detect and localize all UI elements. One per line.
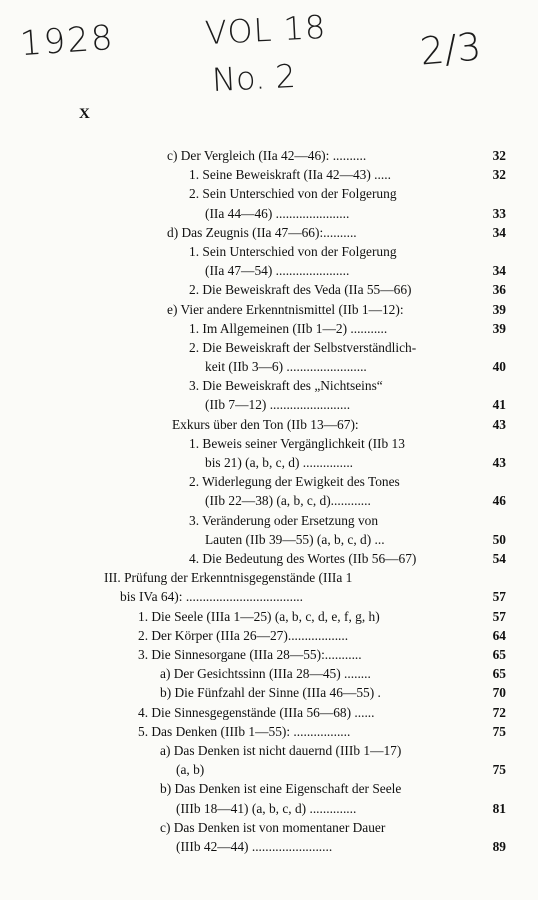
toc-entry — [0, 415, 538, 434]
toc-entry-text: d) Das Zeugnis (IIa 47—66):.......... — [167, 224, 357, 240]
toc-entry-text: 5. Das Denken (IIIb 1—55): ................. — [138, 723, 351, 739]
handwritten-year: 1928 — [18, 17, 116, 65]
toc-entry-text: (IIIb 42—44) ........................ — [176, 838, 333, 854]
toc-entry — [0, 434, 538, 472]
toc-page-number: 33 — [492, 205, 506, 221]
toc-entry-text: bis IVa 64): ................................... — [120, 589, 303, 605]
toc-entry-text: 1. Im Allgemeinen (IIb 1—2) ........... — [189, 320, 388, 336]
toc-page-number: 57 — [492, 608, 506, 624]
toc-entry-text: 2. Die Beweiskraft der Selbstverständlich- — [189, 339, 417, 355]
toc-entry — [0, 146, 538, 165]
toc-entry-text: (IIIb 18—41) (a, b, c, d) .............. — [176, 800, 357, 816]
toc-entry — [0, 184, 538, 222]
toc-entry — [0, 703, 538, 722]
toc-entry-text: e) Vier andere Erkenntnismittel (IIb 1—12): — [167, 301, 404, 317]
page-number: X — [79, 106, 90, 122]
toc-entry-text: III. Prüfung der Erkenntnisgegenstände (IIIa 1 — [104, 570, 353, 586]
toc-page-number: 70 — [492, 685, 506, 701]
handwritten-fraction: 2/3 — [418, 24, 483, 74]
toc-entry-text: 2. Sein Unterschied von der Folgerung — [189, 186, 397, 202]
toc-entry-text: 4. Die Sinnesgegenstände (IIIa 56—68) ...... — [138, 704, 375, 720]
toc-entry-text: (IIb 22—38) (a, b, c, d)............ — [205, 493, 371, 509]
toc-page-number: 75 — [492, 723, 506, 739]
toc-entry-text: 1. Beweis seiner Vergänglichkeit (IIb 13 — [189, 435, 405, 451]
toc-entry — [0, 645, 538, 664]
toc-entry — [0, 165, 538, 184]
toc-entry — [0, 607, 538, 626]
toc-entry-text: 3. Die Sinnesorgane (IIIa 28—55):........... — [138, 647, 362, 662]
toc-entry-text: 3. Die Beweiskraft des „Nichtseins“ — [189, 378, 383, 394]
toc-entry-text: b) Das Denken ist eine Eigenschaft der Seele — [160, 781, 402, 797]
toc-entry — [0, 818, 538, 856]
toc-entry — [0, 511, 538, 549]
toc-entry — [0, 683, 538, 702]
toc-entry — [0, 376, 538, 414]
toc-page-number: 57 — [492, 589, 506, 605]
toc-page-number: 34 — [492, 224, 506, 240]
toc-entry-text: 4. Die Bedeutung des Wortes (IIb 56—67) — [189, 551, 417, 567]
toc-entry — [0, 568, 538, 606]
toc-entry — [0, 223, 538, 242]
toc-page-number: 39 — [492, 320, 506, 336]
toc-page-number: 43 — [492, 416, 506, 432]
handwritten-number: No. 2 — [211, 56, 297, 100]
toc-page-number: 46 — [492, 493, 506, 509]
toc-page-number: 81 — [492, 800, 506, 816]
toc-page-number: 50 — [492, 531, 506, 547]
toc-page-number: 32 — [492, 167, 506, 183]
toc-entry-text: c) Das Denken ist von momentaner Dauer — [160, 819, 386, 835]
toc-entry — [0, 280, 538, 299]
toc-page-number: 65 — [492, 647, 506, 662]
toc-entry — [0, 741, 538, 779]
toc-entry — [0, 242, 538, 280]
toc-entry-text: a) Der Gesichtssinn (IIIa 28—45) ........ — [160, 666, 371, 682]
toc-entry-text: 1. Sein Unterschied von der Folgerung — [189, 243, 397, 259]
toc-entry-text: 2. Die Beweiskraft des Veda (IIa 55—66) — [189, 282, 412, 298]
toc-page-number: 41 — [492, 397, 506, 413]
toc-page-number: 36 — [492, 282, 506, 298]
table-of-contents — [0, 146, 538, 856]
toc-entry — [0, 338, 538, 376]
toc-entry-text: c) Der Vergleich (IIa 42—46): .......... — [167, 148, 367, 163]
toc-entry-text: (a, b) — [176, 762, 205, 778]
toc-entry-text: keit (IIb 3—6) ........................ — [205, 359, 367, 375]
toc-entry-text: a) Das Denken ist nicht dauernd (IIIb 1—17) — [160, 742, 402, 758]
toc-entry — [0, 779, 538, 817]
toc-page-number: 65 — [492, 666, 506, 682]
toc-entry-text: Exkurs über den Ton (IIb 13—67): — [172, 416, 359, 432]
toc-entry — [0, 300, 538, 319]
toc-entry — [0, 549, 538, 568]
toc-entry-text: (IIa 44—46) ...................... — [205, 205, 350, 221]
toc-entry — [0, 722, 538, 741]
toc-page-number: 32 — [492, 148, 506, 163]
toc-page-number: 40 — [492, 359, 506, 375]
toc-page-number: 43 — [492, 455, 506, 471]
toc-entry — [0, 626, 538, 645]
toc-entry-text: 2. Widerlegung der Ewigkeit des Tones — [189, 474, 400, 490]
toc-page-number: 64 — [492, 627, 506, 643]
toc-page-number: 72 — [492, 704, 506, 720]
toc-entry-text: 1. Seine Beweiskraft (IIa 42—43) ..... — [189, 167, 391, 183]
toc-entry-text: (IIb 7—12) ........................ — [205, 397, 351, 413]
toc-page-number: 34 — [492, 263, 506, 279]
toc-page-number: 75 — [492, 762, 506, 778]
toc-entry-text: b) Die Fünfzahl der Sinne (IIIa 46—55) . — [160, 685, 381, 701]
toc-entry-text: 2. Der Körper (IIIa 26—27).................. — [138, 627, 349, 643]
toc-entry — [0, 664, 538, 683]
toc-entry — [0, 319, 538, 338]
toc-entry-text: 3. Veränderung oder Ersetzung von — [189, 512, 379, 528]
toc-page-number: 54 — [492, 551, 506, 567]
toc-entry-text: (IIa 47—54) ...................... — [205, 263, 350, 279]
toc-page-number: 39 — [492, 301, 506, 317]
toc-entry-text: Lauten (IIb 39—55) (a, b, c, d) ... — [205, 531, 385, 547]
toc-entry-text: bis 21) (a, b, c, d) ............... — [205, 455, 354, 471]
toc-page-number: 89 — [492, 838, 506, 854]
toc-entry-text: 1. Die Seele (IIIa 1—25) (a, b, c, d, e, f, g, h) — [138, 608, 380, 624]
handwritten-volume: VOL 18 — [204, 7, 328, 53]
toc-entry — [0, 472, 538, 510]
